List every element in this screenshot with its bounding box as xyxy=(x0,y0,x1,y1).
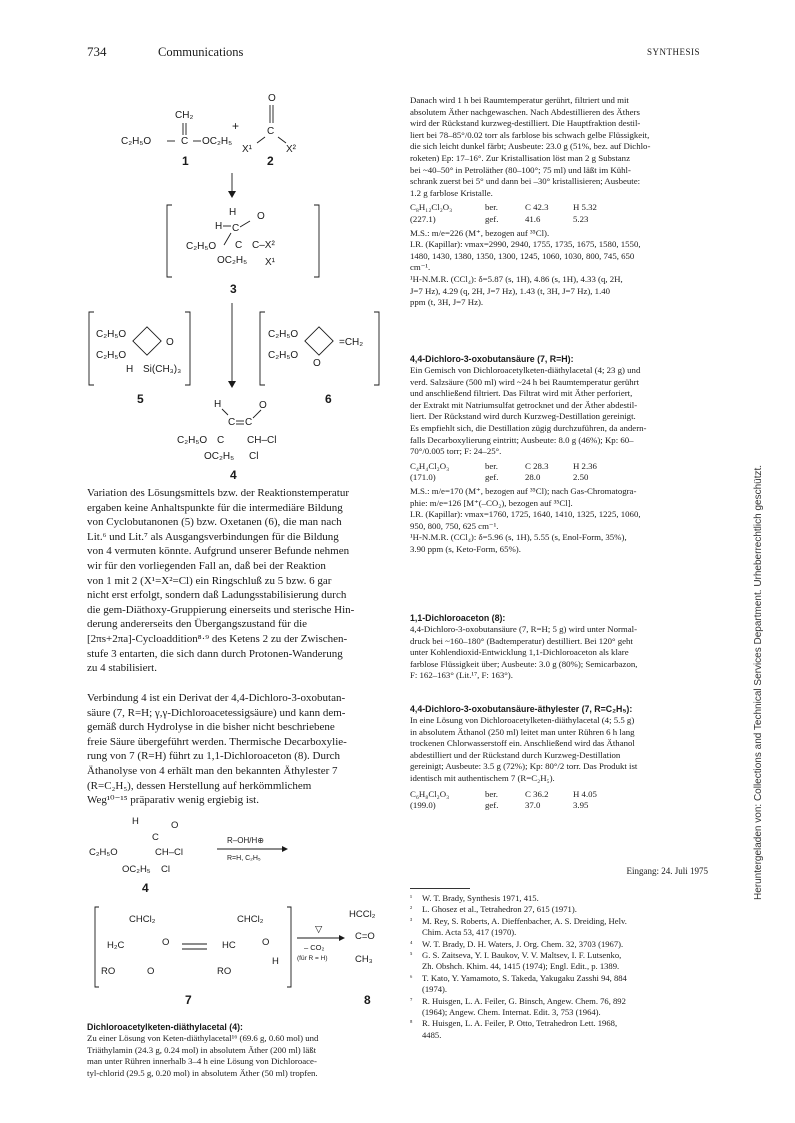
svg-text:H: H xyxy=(214,399,222,410)
svg-text:C=O: C=O xyxy=(355,931,375,942)
svg-text:C: C xyxy=(228,417,236,428)
svg-text:X²: X² xyxy=(286,144,296,155)
text-line: falls Decarboxylierung eintritt; Ausbeute: 8.0 g (46%); Kp: 60– xyxy=(410,434,634,445)
svg-text:C₂H₅O: C₂H₅O xyxy=(177,435,208,446)
reference-item: ¹ W. T. Brady, Synthesis 1971, 415. xyxy=(410,893,539,903)
section-diethylacetal xyxy=(87,1022,387,1079)
text-line: trockenen Chlorwasserstoff ein. Anschließend wird das Äthanol xyxy=(410,738,635,749)
svg-text:H: H xyxy=(272,956,279,967)
text-line: tyl-chlorid (29.5 g, 0.20 mol) in absolutem Äther (50 ml) tropfen. xyxy=(87,1067,318,1078)
svg-text:RO: RO xyxy=(217,966,232,977)
reference-item: 4485. xyxy=(422,1029,442,1040)
download-notice: Heruntergeladen von: Collections and Technical Services Department. Urheberrechtlich geschützt. xyxy=(753,464,764,900)
text-line: Danach wird 1 h bei Raumtemperatur gerührt, filtriert und mit xyxy=(410,95,629,105)
svg-text:CH–Cl: CH–Cl xyxy=(247,435,277,446)
section-title: Communications xyxy=(158,45,244,59)
section-ethylester xyxy=(410,704,708,812)
label-compound-6: 6 xyxy=(325,392,332,406)
label-compound-8: 8 xyxy=(364,993,371,1007)
label-compound-5: 5 xyxy=(137,392,144,406)
text-line: Äthanolyse von 4 erhält man den bekannten Äthylester 7 xyxy=(87,764,338,777)
reference-item: (1964); Angew. Chem. Internat. Edit. 3, 753 (1964). xyxy=(422,1007,601,1018)
svg-text:O: O xyxy=(262,937,270,948)
section-oxobutansaeure xyxy=(410,354,708,556)
text-line: Ein Gemisch von Dichloroacetylketen-diäthylacetal (4; 23 g) und xyxy=(410,365,641,375)
svg-text:CH–Cl: CH–Cl xyxy=(155,847,183,858)
svg-text:O: O xyxy=(257,211,265,222)
analysis-row: (199.0) gef. 37.0 3.95 xyxy=(410,800,589,811)
label-compound-4: 4 xyxy=(230,468,237,482)
analysis-row: C₈H₁₂Cl₂O₃ ber. C 42.3 H 5.32 xyxy=(410,202,597,213)
elemental-analysis-7et xyxy=(410,789,708,812)
svg-text:CHCl₂: CHCl₂ xyxy=(237,914,264,925)
text-line: ppm (t, 3H, J=7 Hz). xyxy=(410,297,484,308)
svg-text:O: O xyxy=(171,820,179,831)
svg-text:CHCl₂: CHCl₂ xyxy=(129,914,156,925)
reference-item: (1974). xyxy=(422,984,448,995)
svg-text:C: C xyxy=(152,832,159,843)
received-date: Eingang: 24. Juli 1975 xyxy=(626,866,708,876)
svg-text:HCCl₂: HCCl₂ xyxy=(349,909,376,920)
text-line: M.S.: m/e=170 (M⁺, bezogen auf ³⁵Cl); nach Gas-Chromatogra- xyxy=(410,485,637,496)
text-line: und anschließend filtriert. Das Filtrat wird mit Äther perforiert, xyxy=(410,388,633,399)
text-line: rung von 7 (R=H) führt zu 1,1-Dichloroaceton (8). Durch xyxy=(87,750,341,763)
text-line: Triäthylamin (24.3 g, 0.24 mol) in absolutem Äther (200 ml) läßt xyxy=(87,1044,317,1055)
svg-text:▽: ▽ xyxy=(315,924,323,935)
elemental-analysis-7h xyxy=(410,461,708,484)
svg-text:H: H xyxy=(126,364,134,375)
text-line: F: 162–163° (Lit.¹⁷, F: 163°). xyxy=(410,670,513,681)
svg-text:(für R = H): (für R = H) xyxy=(297,955,328,962)
text-line: gereinigt; Ausbeute: 3.5 g (72%); Kp: 80°/2 torr. Das Produkt ist xyxy=(410,761,638,772)
text-line: bei ~40–50° in Petroläther (80–100°; 75 ml) und läßt im Kühl- xyxy=(410,164,631,175)
analysis-row: C₄H₄Cl₂O₃ ber. C 28.3 H 2.36 xyxy=(410,460,597,471)
text-line: abdestilliert und der Rückstand durch Kurzweg-Destillation xyxy=(410,749,621,760)
text-line: derung andererseits den Übergangszustand für die xyxy=(87,618,308,631)
section-title-7et: 4,4-Dichloro-3-oxobutansäure-äthylester (7, R=C₂H₅): xyxy=(410,704,633,714)
elemental-analysis-4 xyxy=(410,202,708,225)
text-line: 70°/0.005 torr; F: 24–25°. xyxy=(410,446,502,457)
text-line: liert bei 78–85°/0.02 torr als farblose bis schwach gelbe Flüssigkeit, xyxy=(410,129,650,140)
text-line: der Extrakt mit Natriumsulfat getrocknet und der Äther abdestil- xyxy=(410,399,638,410)
reference-item: ³ M. Rey, S. Roberts, A. Dieffenbacher, A. S. Dreiding, Helv. xyxy=(410,915,627,926)
svg-text:HC: HC xyxy=(222,940,236,951)
text-line: J=7 Hz), 4.29 (q, 2H, J=7 Hz), 1.43 (t, 3H, J=7 Hz), 1.40 xyxy=(410,285,611,296)
text-line: absolutem Äther nachgewaschen. Nach Abdestillieren des Äthers xyxy=(410,106,640,117)
text-line: 3.90 ppm (s, Keto-Form, 65%). xyxy=(410,543,521,554)
svg-text:OC₂H₅: OC₂H₅ xyxy=(202,136,233,147)
label-compound-1: 1 xyxy=(182,154,189,168)
text-line: Zu einer Lösung von Keten-diäthylacetal¹⁶ (69.6 g, 0.60 mol) und xyxy=(87,1033,319,1043)
svg-text:H: H xyxy=(229,207,237,218)
section-title-4: Dichloroacetylketen-diäthylacetal (4): xyxy=(87,1022,243,1032)
svg-text:C: C xyxy=(235,240,243,251)
text-line: säure (7, R=H; γ,γ-Dichloroacetessigsäure) und kann dem- xyxy=(87,706,346,719)
reference-item: ⁸ R. Huisgen, L. A. Feiler, P. Otto, Tetrahedron Lett. 1968, xyxy=(410,1018,618,1029)
svg-text:R=H, C₂H₅: R=H, C₂H₅ xyxy=(227,855,261,862)
text-line: verd. Salzsäure (500 ml) wird ~24 h bei Raumtemperatur gerührt xyxy=(410,376,640,387)
text-line: roketen) Ep: 17–16°. Zur Kristallisation löst man 2 g Substanz xyxy=(410,152,630,163)
svg-text:Si(CH₃)₃: Si(CH₃)₃ xyxy=(143,364,182,375)
text-line: 1480, 1430, 1380, 1350, 1300, 1245, 1060, 1030, 800, 745, 650 xyxy=(410,250,635,261)
reference-item: Chim. Acta 53, 417 (1970). xyxy=(422,927,517,938)
analysis-row: C₆H₈Cl₂O₃ ber. C 36.2 H 4.05 xyxy=(410,788,597,799)
text-line: die gem-Diäthoxy-Gruppierung einerseits und sterische Hin- xyxy=(87,603,355,616)
text-line: ¹H-N.M.R. (CCl₄): δ=5.96 (s, 1H), 5.55 (s, Enol-Form, 35%), xyxy=(410,532,627,543)
text-line: Lit.⁶ und Lit.⁷ als Ausgangsverbindungen für die Bildung xyxy=(87,530,339,543)
text-line: liert. Der Rückstand wird durch Kurzweg-Destillation gereinigt. xyxy=(410,411,636,422)
svg-text:C₂H₅O: C₂H₅O xyxy=(96,350,127,361)
text-line: von Cyclobutanonen (5) bzw. Oxetanen (6), die man nach xyxy=(87,516,342,529)
text-line: ergaben keine Anhaltspunkte für die intermediäre Bildung xyxy=(87,501,343,514)
text-line: schrank zuerst bei 5° und dann bei –30° kristallisieren; Ausbeute: xyxy=(410,176,641,187)
svg-text:CH₃: CH₃ xyxy=(355,954,373,965)
svg-text:C: C xyxy=(217,435,225,446)
svg-text:OC₂H₅: OC₂H₅ xyxy=(217,255,248,266)
text-line: [2πs+2πa]-Cycloaddition⁸·⁹ des Ketens 2 zu der Zwischen- xyxy=(87,632,348,645)
svg-text:O: O xyxy=(268,93,276,104)
reference-item: ² L. Ghosez et al., Tetrahedron 27, 615 (1971). xyxy=(410,904,577,915)
text-line: farblose Flüssigkeit über; Ausbeute: 3.0 g (80%); Semicarbazon, xyxy=(410,658,638,669)
svg-text:C: C xyxy=(267,126,275,137)
svg-text:=CH₂: =CH₂ xyxy=(339,337,364,348)
svg-text:OC₂H₅: OC₂H₅ xyxy=(204,451,235,462)
svg-text:O: O xyxy=(162,937,170,948)
text-line: druck bei ~160–180° (Badtemperatur) destilliert. Bei 120° geht xyxy=(410,635,633,646)
text-line: identisch mit authentischem 7 (R=C₂H₅). xyxy=(410,772,555,783)
text-line: (R=C₂H₅), dessen Herstellung auf herkömmlichem xyxy=(87,779,312,792)
svg-text:C: C xyxy=(232,223,240,234)
text-line: in absolutem Äthanol (250 ml) leitet man unter Rühren 6 h lang xyxy=(410,726,635,737)
svg-text:O: O xyxy=(166,337,174,348)
section-title-7h: 4,4-Dichloro-3-oxobutansäure (7, R=H): xyxy=(410,354,574,364)
label-compound-7: 7 xyxy=(185,993,192,1007)
text-line: Weg¹⁰⁻¹⁵ präparativ wenig ergiebig ist. xyxy=(87,794,259,807)
label-compound-3: 3 xyxy=(230,282,237,296)
reaction-scheme-1 xyxy=(87,85,387,485)
journal-name: SYNTHESIS xyxy=(646,47,700,57)
text-line: I.R. (Kapillar): νmax=2990, 2940, 1755, 1735, 1675, 1580, 1550, xyxy=(410,239,641,250)
left-paragraph-2 xyxy=(87,691,387,808)
svg-text:H: H xyxy=(215,221,223,232)
reference-item: ⁷ R. Huisgen, L. A. Feiler, G. Binsch, Angew. Chem. 76, 892 xyxy=(410,995,626,1006)
text-line: I.R. (Kapillar): νmax=1760, 1725, 1640, 1410, 1325, 1225, 1060, xyxy=(410,509,641,520)
text-line: In eine Lösung von Dichloroacetylketen-diäthylacetal (4; 5.5 g) xyxy=(410,715,635,725)
svg-text:C: C xyxy=(181,136,189,147)
svg-text:Cl: Cl xyxy=(249,451,259,462)
svg-text:– CO₂: – CO₂ xyxy=(304,943,325,952)
svg-text:R–OH/H⊕: R–OH/H⊕ xyxy=(227,836,264,845)
text-line: Es empfiehlt sich, die Destillation zügig durchzuführen, da andern- xyxy=(410,422,647,433)
text-line: 1.2 g farblose Kristalle. xyxy=(410,187,493,198)
analysis-row: (227.1) gef. 41.6 5.23 xyxy=(410,213,589,224)
text-line: 950, 800, 750, 625 cm⁻¹. xyxy=(410,520,499,531)
svg-text:C₂H₅O: C₂H₅O xyxy=(268,329,299,340)
text-line: phie: m/e=126 [M⁺(–CO₂), bezogen auf ³⁵Cl]. xyxy=(410,497,573,508)
svg-text:C₂H₅O: C₂H₅O xyxy=(121,136,152,147)
label-compound-4b: 4 xyxy=(142,881,149,895)
svg-text:X¹: X¹ xyxy=(242,144,252,155)
svg-text:C–X²: C–X² xyxy=(252,240,275,251)
text-line: zu 4 stabilisiert. xyxy=(87,662,157,675)
svg-text:C: C xyxy=(245,417,253,428)
text-line: cm⁻¹. xyxy=(410,262,431,273)
text-line: die sich leicht dunkel färbt; Ausbeute: 23.0 g (51%, bez. auf Dichlo- xyxy=(410,141,651,152)
svg-text:C₂H₅O: C₂H₅O xyxy=(89,847,118,858)
svg-text:H: H xyxy=(132,816,139,827)
svg-text:RO: RO xyxy=(101,966,116,977)
svg-text:C₂H₅O: C₂H₅O xyxy=(186,241,217,252)
text-line: 4,4-Dichloro-3-oxobutansäure (7, R=H; 5 g) wird unter Normal- xyxy=(410,624,638,634)
text-line: stufe 3 entarten, die sich dann durch Protonen-Wanderung xyxy=(87,647,343,660)
text-line: Variation des Lösungsmittels bzw. der Reaktionstemperatur xyxy=(87,487,350,499)
text-line: von 4 vermuten könnte. Aufgrund unserer Befunde nehmen xyxy=(87,545,350,558)
page-number: 734 xyxy=(87,44,107,59)
svg-text:OC₂H₅: OC₂H₅ xyxy=(122,864,151,875)
reference-item: Zh. Obshch. Khim. 44, 1415 (1974); Engl. Edit., p. 1389. xyxy=(422,961,620,972)
svg-text:X¹: X¹ xyxy=(265,257,275,268)
atom-ch2: CH₂ xyxy=(175,110,194,121)
text-line: wird der Rückstand kurzweg-destilliert. Die Hauptfraktion destil- xyxy=(410,118,641,129)
right-column-top xyxy=(410,95,708,309)
text-line: von 1 mit 2 (X¹=X²=Cl) ein Ringschluß zu 5 bzw. 6 gar xyxy=(87,574,332,587)
svg-text:C₂H₅O: C₂H₅O xyxy=(268,350,299,361)
svg-text:Cl: Cl xyxy=(161,864,170,875)
svg-text:H₂C: H₂C xyxy=(107,940,125,951)
section-title-8: 1,1-Dichloroaceton (8): xyxy=(410,613,506,623)
svg-text:C₂H₅O: C₂H₅O xyxy=(96,329,127,340)
label-compound-2: 2 xyxy=(267,154,274,168)
left-paragraph-1 xyxy=(87,486,387,676)
text-line: M.S.: m/e=226 (M⁺, bezogen auf ³⁵Cl). xyxy=(410,227,550,238)
svg-text:O: O xyxy=(259,400,267,411)
reference-item: ⁴ W. T. Brady, D. H. Waters, J. Org. Chem. 32, 3703 (1967). xyxy=(410,938,624,949)
footnote-rule xyxy=(410,888,470,889)
text-line: freie Säure übergeführt werden. Thermische Decarboxylie- xyxy=(87,735,347,748)
reaction-scheme-2 xyxy=(87,812,387,1017)
analysis-row: (171.0) gef. 28.0 2.50 xyxy=(410,472,589,483)
text-line: Verbindung 4 ist ein Derivat der 4,4-Dichloro-3-oxobutan- xyxy=(87,692,346,704)
reference-list xyxy=(410,893,708,1041)
reference-item: ⁵ G. S. Zaitseva, Y. I. Baukov, V. V. Maltsev, I. F. Lutsenko, xyxy=(410,950,622,961)
text-line: wir für den vorliegenden Fall an, daß bei der Reaktion xyxy=(87,559,326,572)
text-line: gemäß durch Hydrolyse in die bisher nicht beschriebene xyxy=(87,721,335,734)
reference-item: ⁶ T. Kato, Y. Yamamoto, S. Takeda, Yakugaku Zasshi 94, 884 xyxy=(410,972,627,983)
text-line: nicht erst erfolgt, sondern daß Ladungsstabilisierung durch xyxy=(87,589,347,602)
section-dichloroaceton xyxy=(410,613,708,682)
text-line: ¹H-N.M.R. (CCl₄): δ=5.87 (s, 1H), 4.86 (s, 1H), 4.33 (q, 2H, xyxy=(410,273,623,284)
text-line: unter Kohlendioxid-Entwicklung 1,1-Dichloroaceton als klare xyxy=(410,647,629,658)
svg-text:O: O xyxy=(147,966,155,977)
svg-text:O: O xyxy=(313,358,321,369)
svg-text:+: + xyxy=(232,119,240,133)
text-line: man unter Rühren innerhalb 3–4 h eine Lösung von Dichloroace- xyxy=(87,1056,317,1067)
